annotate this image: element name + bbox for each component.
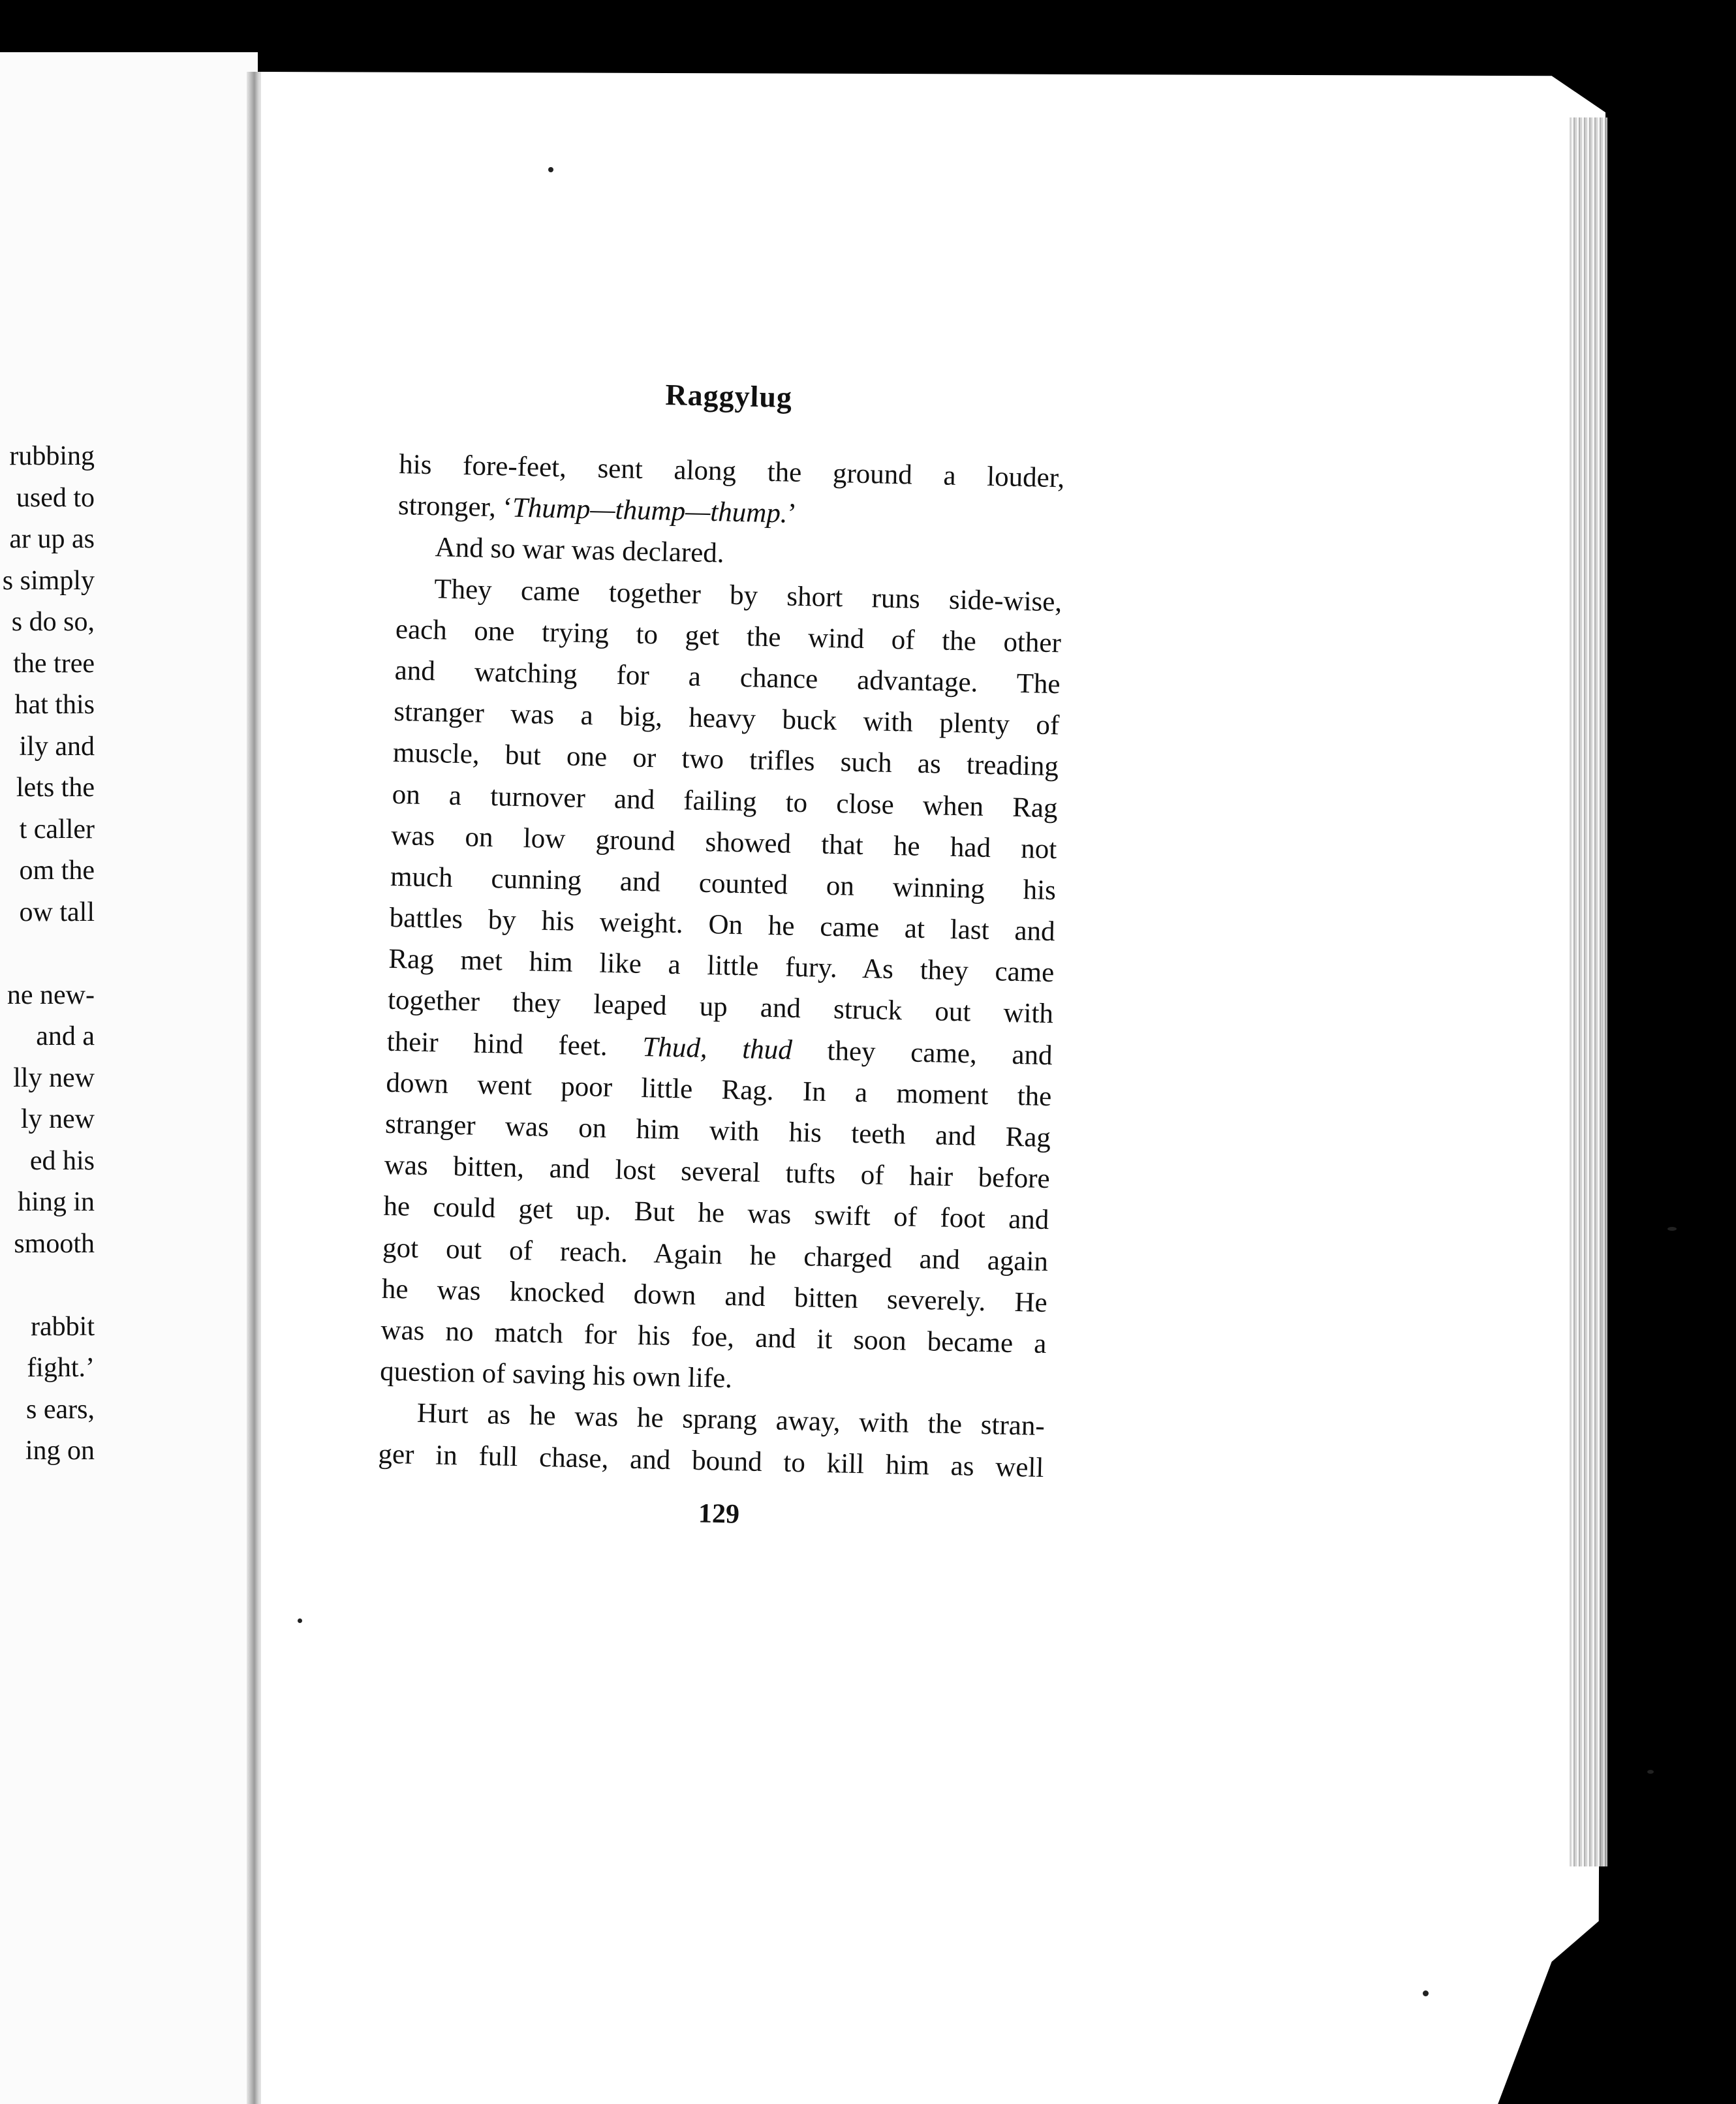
left-paragraph-gap [0, 933, 95, 975]
text-line: was on low ground showed that he had not [390, 820, 1057, 865]
text-fragment: stronger, ‘ [397, 490, 513, 523]
text-line: and watching for a chance advantage. The [394, 655, 1061, 700]
text-line: his fore-feet, sent along the ground a louder, [398, 448, 1065, 494]
left-line: hing in [18, 1187, 95, 1217]
left-line: s simply [2, 565, 95, 596]
left-line: ily and [19, 731, 95, 762]
ink-speck [1423, 1990, 1429, 1996]
left-line: s do so, [11, 607, 95, 637]
text-fragment: ’ [787, 498, 798, 529]
text-line: on a turnover and failing to close when Rag [392, 779, 1059, 824]
text-line: muscle, but one or two trifles such as treading [392, 737, 1059, 782]
left-line: ow tall [19, 897, 95, 927]
left-line: s ears, [26, 1394, 95, 1425]
text-line: together they leaped up and struck out with [387, 985, 1054, 1030]
left-line: and a [36, 1021, 95, 1051]
text-line: was bitten, and lost several tufts of hair before [384, 1149, 1051, 1195]
body-text [378, 444, 1065, 1489]
ink-speck [1667, 1227, 1677, 1231]
left-line: lets the [16, 773, 95, 803]
left-line: the tree [13, 648, 95, 679]
running-head: Raggylug [664, 377, 793, 414]
text-line: much cunning and counted on winning his [390, 861, 1057, 906]
left-line: used to [16, 482, 95, 513]
left-line: rabbit [31, 1311, 95, 1342]
left-line: t caller [19, 814, 95, 844]
text-line: stranger was on him with his teeth and Rag [384, 1108, 1051, 1154]
text-line: ger in full chase, and bound to kill him as well [378, 1438, 1044, 1483]
text-line: each one trying to get the wind of the other [395, 613, 1062, 659]
text-line: battles by his weight. On he came at last and [389, 902, 1056, 948]
left-line: smooth [14, 1228, 95, 1259]
left-line: ne new- [7, 980, 95, 1010]
ink-speck [298, 1618, 302, 1623]
left-page-text [0, 436, 95, 1472]
text-line: Rag met him like a little fury. As they came [388, 944, 1055, 989]
text-line: question of saving his own life. [379, 1355, 733, 1395]
text-line: got out of reach. Again he charged and again [382, 1232, 1049, 1277]
left-line: ing on [25, 1436, 95, 1466]
text-line: down went poor little Rag. In a moment the [385, 1067, 1052, 1112]
left-paragraph-gap [0, 1265, 95, 1307]
italic-text: Thump—thump—thump. [512, 492, 788, 529]
text-line: he was knocked down and bitten severely. He [381, 1273, 1048, 1318]
left-line: ed his [29, 1145, 95, 1176]
text-line: he could get up. But he was swift of foot and [383, 1191, 1049, 1236]
left-line: rubbing [9, 441, 95, 471]
ink-speck [548, 167, 553, 172]
text-line: They came together by short runs side-wise, [433, 573, 1062, 617]
page-edge [1570, 117, 1607, 1866]
left-line: hat this [14, 690, 95, 720]
text-fragment: their hind feet. [386, 1026, 608, 1062]
text-line: was no match for his foe, and it soon became a [380, 1314, 1047, 1359]
left-line: om the [19, 856, 95, 886]
left-line: ar up as [9, 524, 95, 554]
left-line: fight.’ [27, 1353, 95, 1383]
page-number: 129 [698, 1498, 740, 1530]
text-fragment: they came, and [827, 1035, 1053, 1071]
left-line: lly new [13, 1062, 95, 1093]
italic-text: Thud, thud [642, 1031, 793, 1066]
ink-speck [1647, 1770, 1654, 1774]
left-line: ly new [20, 1104, 95, 1134]
text-line: Hurt as he was he sprang away, with the stran- [416, 1398, 1046, 1442]
text-line: And so war was declared. [435, 532, 725, 569]
text-line: stranger was a big, heavy buck with plenty of [393, 696, 1060, 741]
